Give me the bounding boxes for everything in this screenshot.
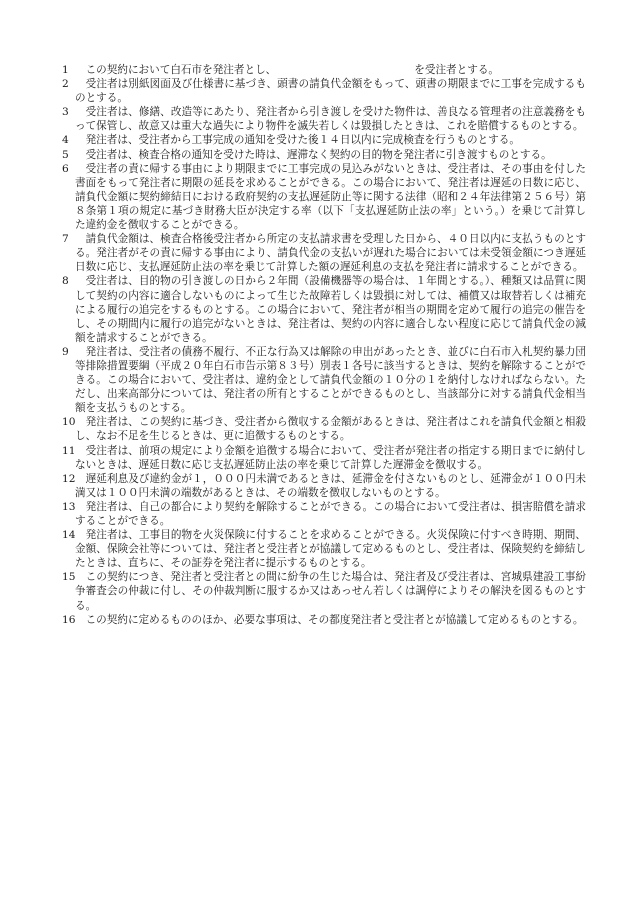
clause-text: 発注者は、受注者から工事完成の通知を受けた後１４日以内に完成検査を行うものとする。 (75, 134, 520, 147)
clause-1 (62, 63, 586, 77)
clause-number: 12 (62, 472, 76, 485)
clause-16 (62, 613, 586, 627)
clause-10 (62, 415, 586, 443)
clause-text: 請負代金額は、検査合格後受注者から所定の支払請求書を受理した日から、４０日以内に支払うものとする。発注者がその責に帰する事由により、請負代金の支払いが遅れた場合においては未受領金額につき遅延日数に応じ、支払遅延防止法の率を乗じて計算した額の遅延利息の支払を発注者に請求することができる。 (75, 233, 586, 274)
clause-text: 発注者は、この契約に基づき、受注者から徴収する金額があるときは、発注者はこれを請負代金額と相殺し、なお不足を生じるときは、更に追徴するものとする。 (75, 416, 586, 443)
clause-number: 1 (62, 64, 69, 76)
clause-8 (62, 274, 586, 344)
clause-13 (62, 500, 586, 528)
clause-text: 発注者は、受注者の債務不履行、不正な行為又は解除の申出があったとき、並びに白石市入札契約暴力団等排除措置要綱（平成２０年白石市告示第８３号）別表１各号に該当するときは、契約を解除することができる。この場合において、受注者は、違約金として請負代金額の１０分の１を納付しなければならない。ただし、出来高部分については、発注者の所有とすることができるものとし、当該部分に対する請負代金相当額を支払うものとする。 (75, 345, 586, 415)
clause-text: 遅延利息及び違約金が１，０００円未満であるときは、延滞金を付さないものとし、延滞金が１００円未満又は１００円未満の端数があるときは、その端数を徴収しないものとする。 (75, 472, 586, 499)
clause-text: 発注者は、自己の都合により契約を解除することができる。この場合において受注者は、損害賠償を請求することができる。 (75, 500, 586, 527)
clause-11 (62, 444, 586, 472)
clause-number: 11 (62, 444, 76, 457)
clause-text: 受注者は、目的物の引き渡しの日から２年間（設備機器等の場合は、１年間とする。）、種類又は品質に関して契約の内容に適合しないものによって生じた故障若しくは毀損に対しては、補償又は取替若しくは補充による履行の追完をするものとする。この場合において、発注者が相当の期間を定めて履行の追完の催告をし、その期間内に履行の追完がないときは、発注者は、契約の内容に適合しない程度に応じて請負代金の減額を請求することができる。 (75, 275, 586, 344)
clause-text: この契約につき、発注者と受注者との間に紛争の生じた場合は、発注者及び受注者は、宮城県建設工事紛争審査会の仲裁に付し、その仲裁判断に服するか又はあっせん若しくは調停によりその解決を図るものとする。 (75, 571, 586, 612)
clause-text: この契約において白石市を発注者とし、 (75, 64, 277, 76)
clause-9 (62, 345, 586, 415)
clause-text: 受注者は別紙図面及び仕様書に基づき、頭書の請負代金額をもって、頭書の期限までに工事を完成するものとする。 (75, 78, 586, 105)
clause-text: 発注者は、工事目的物を火災保険に付することを求めることができる。火災保険に付すべき時期、期間、金額、保険会社等については、発注者と受注者とが協議して定めるものとし、受注者は、保険契約を締結したときは、直ちに、その証券を発注者に提示するものとする。 (75, 529, 586, 570)
clause-number: 14 (62, 529, 76, 542)
clause-number: 5 (62, 148, 69, 161)
clause-15 (62, 570, 586, 612)
clause-number: 9 (62, 345, 69, 358)
clause-number: 15 (62, 571, 76, 584)
clause-6 (62, 162, 586, 232)
clause-number: 6 (62, 162, 69, 175)
clause-number: 3 (62, 106, 69, 119)
clause-number: 13 (62, 500, 76, 513)
clause-number: 16 (62, 613, 76, 626)
clause-text: 受注者の責に帰する事由により期限までに工事完成の見込みがないときは、受注者は、その事由を付した書面をもって発注者に期限の延長を求めることができる。この場合において、発注者は遅延の日数に応じ、請負代金額に契約締結日における政府契約の支払遅延防止等に関する法律（昭和２４年法律第２５６号）第８条第１項の規定に基づき財務大臣が決定する率（以下「支払遅延防止法の率」という。）を乗じて計算した違約金を徴収することができる。 (75, 162, 586, 232)
clause-text: この契約に定めるもののほか、必要な事項は、その都度発注者と受注者とが協議して定めるものとする。 (75, 613, 584, 626)
clause-text: 受注者は、修繕、改造等にあたり、発注者から引き渡しを受けた物件は、善良なる管理者の注意義務をもって保管し、故意又は重大な過失により物件を滅失若しくは毀損したときは、これを賠償するものとする。 (75, 106, 586, 133)
clause-14 (62, 528, 586, 570)
clause-number: 8 (62, 275, 69, 288)
clause-text: 受注者は、前項の規定により金額を追徴する場合において、受注者が発注者の指定する期日までに納付しないときは、遅延日数に応じ支払遅延防止法の率を乗じて計算した遅滞金を徴収する。 (75, 444, 586, 471)
clause-7 (62, 232, 586, 274)
clause-number: 4 (62, 134, 69, 147)
clause-number: 10 (62, 416, 76, 429)
clause-text: を受注者とする。 (414, 64, 500, 76)
clause-4 (62, 133, 586, 147)
clause-12 (62, 472, 586, 500)
clause-2 (62, 77, 586, 105)
clause-number: 2 (62, 78, 69, 91)
clause-5 (62, 148, 586, 162)
clause-number: 7 (62, 233, 69, 246)
clause-3 (62, 105, 586, 133)
clause-text: 受注者は、検査合格の通知を受けた時は、遅滞なく契約の目的物を発注者に引き渡すものとする。 (75, 148, 552, 161)
